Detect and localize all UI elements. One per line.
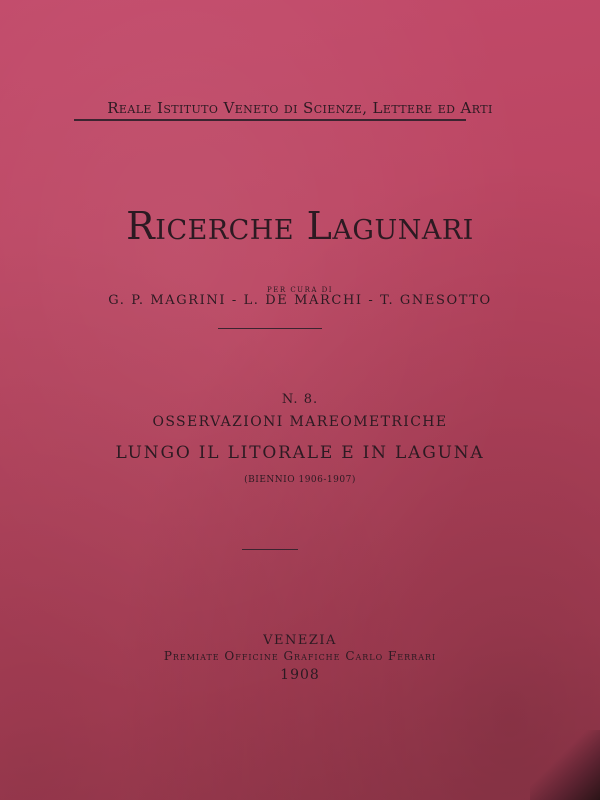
- divider-rule: [218, 328, 322, 329]
- printer-name: Premiate Officine Grafiche Carlo Ferrari: [163, 649, 437, 663]
- subtitle-line-2: LUNGO IL LITORALE E IN LAGUNA: [115, 443, 485, 463]
- biennio-label: (BIENNIO 1906-1907): [244, 475, 356, 485]
- per-cura-label: PER CURA DI: [267, 286, 333, 294]
- publication-year: 1908: [280, 667, 320, 683]
- institute-name: Reale Istituto Veneto di Scienze, Lettere ed Arti: [107, 99, 493, 117]
- divider-rule-short: [242, 549, 298, 550]
- authors: G. P. MAGRINI - L. DE MARCHI - T. GNESOTTO: [108, 293, 492, 308]
- publication-city: VENEZIA: [263, 633, 337, 648]
- top-rule: [74, 119, 466, 121]
- cover-title: Ricerche Lagunari: [126, 204, 474, 248]
- volume-number: N. 8.: [281, 392, 319, 407]
- worn-corner: [530, 730, 600, 800]
- subtitle-line-1: OSSERVAZIONI MAREOMETRICHE: [152, 414, 448, 430]
